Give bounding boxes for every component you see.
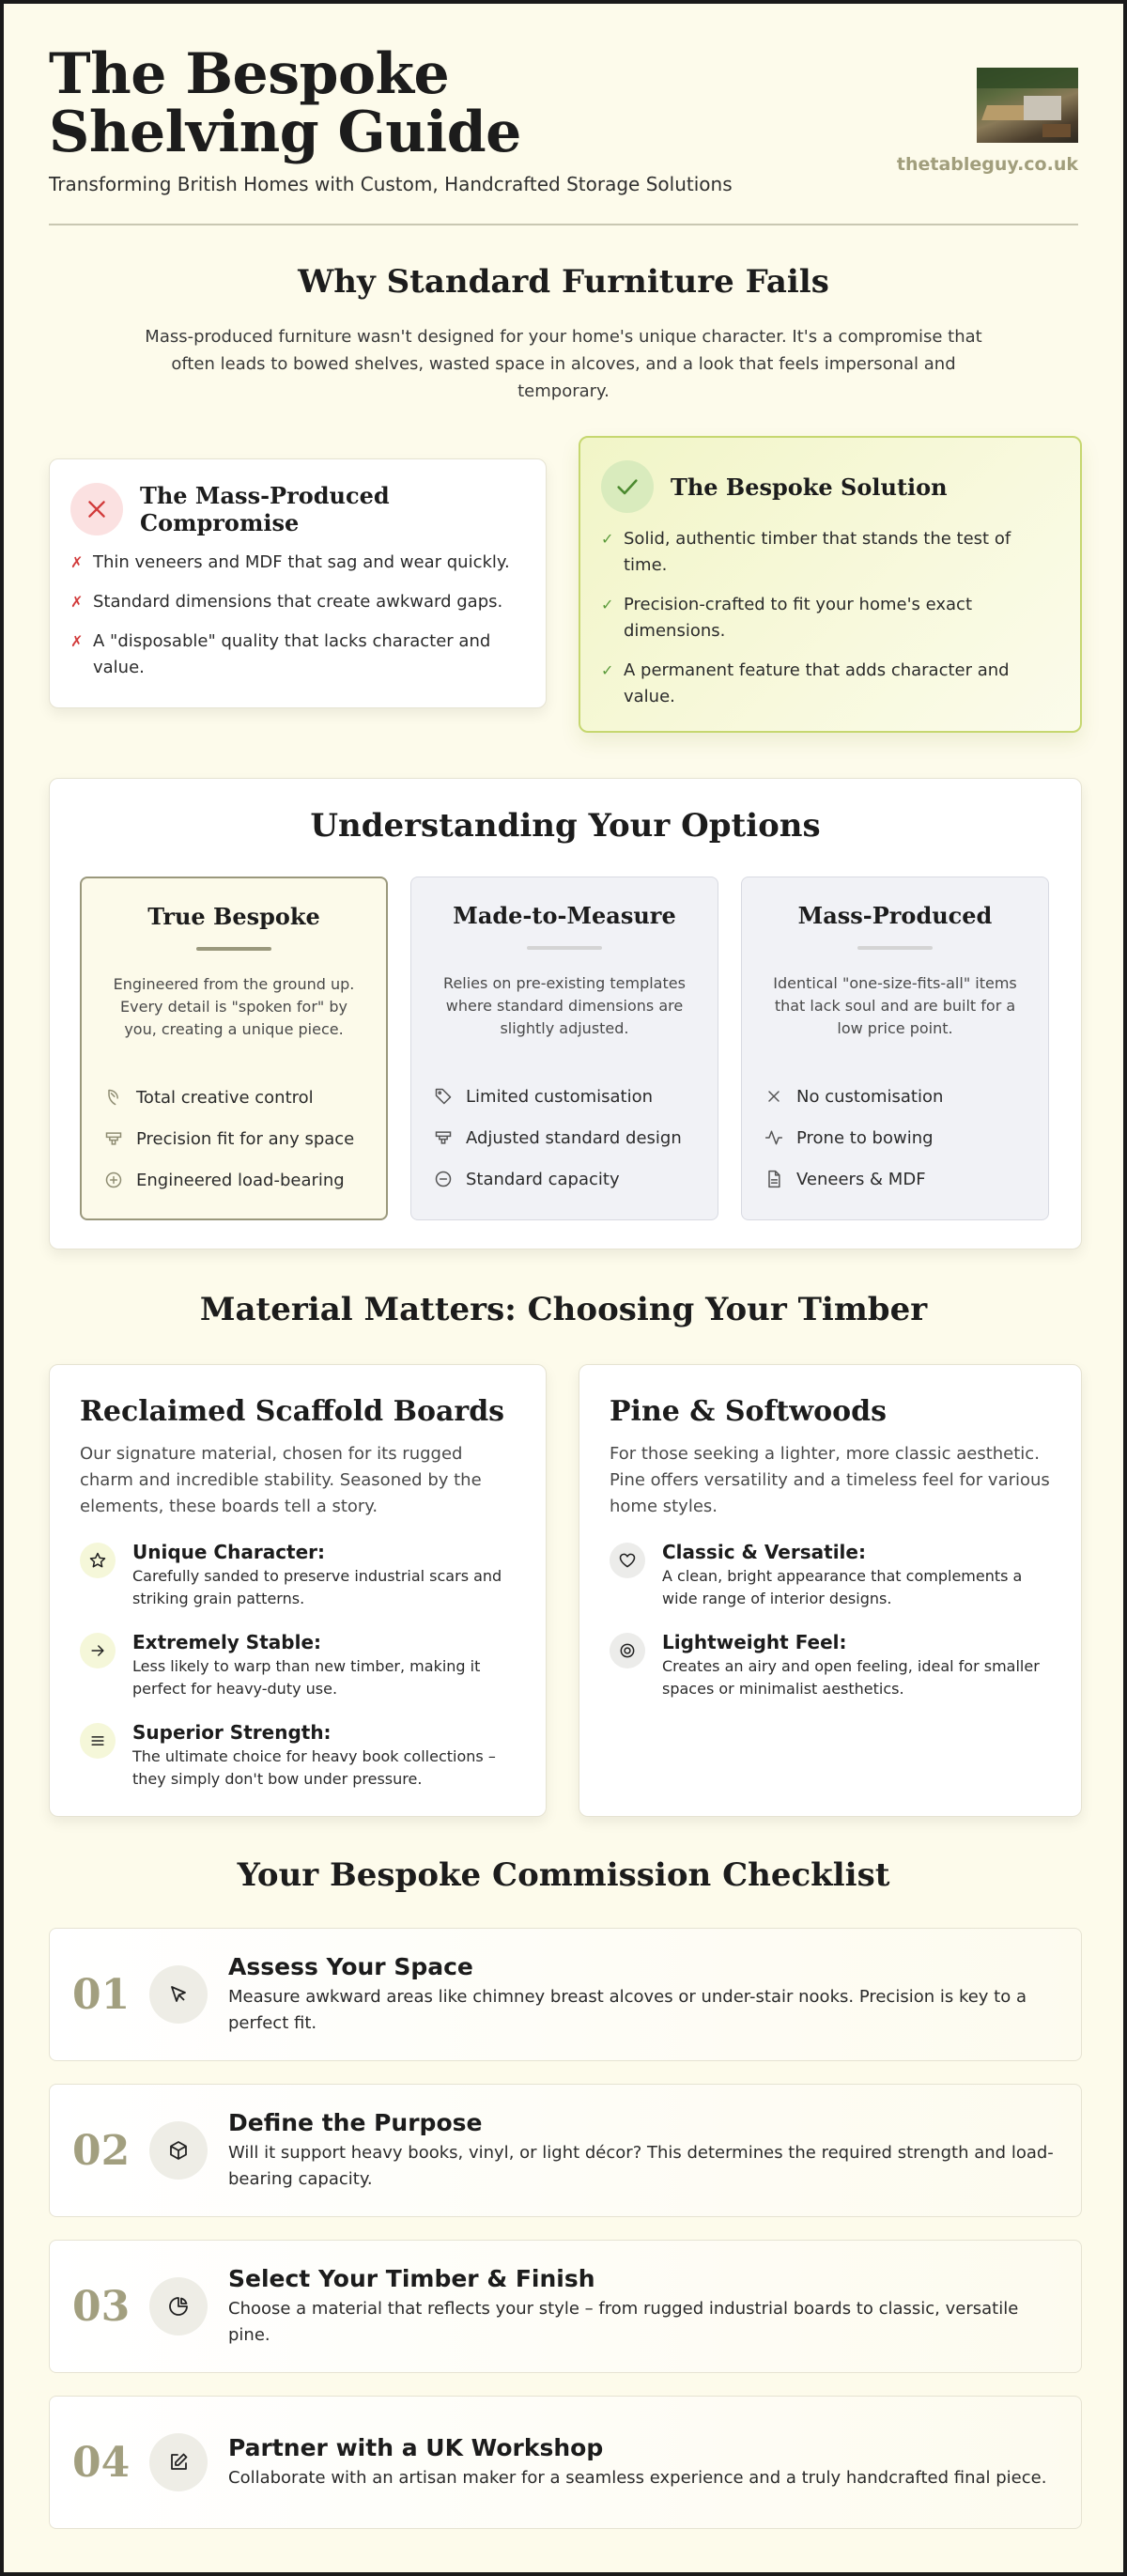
heart-icon [610, 1543, 645, 1578]
material-desc: For those seeking a lighter, more classic aesthetic. Pine offers versatility and a timeless feel for various home styles. [610, 1444, 1050, 1516]
checklist-step [49, 2240, 1082, 2373]
header-divider [49, 224, 1078, 225]
material-feature: Lightweight Feel: Creates an airy and open feeling, ideal for smaller spaces or minimalist aesthetics. [610, 1631, 1051, 1700]
checklist-step [49, 2396, 1082, 2529]
star-icon [80, 1543, 116, 1578]
option-made-to-measure [410, 877, 718, 1220]
material-name: Pine & Softwoods [610, 1395, 887, 1428]
material-feature: Extremely Stable: Less likely to warp than new timber, making it perfect for heavy-duty use. [80, 1631, 516, 1700]
minus-circle-icon [434, 1170, 453, 1188]
check-icon [601, 460, 654, 513]
list-item: Adjusted standard design [434, 1117, 695, 1158]
tag-icon [434, 1087, 453, 1106]
list-item: Precision fit for any space [104, 1118, 363, 1159]
box-icon [149, 2121, 208, 2180]
list-item: ✗ Standard dimensions that create awkward gaps. [70, 589, 525, 615]
checklist-step [49, 1928, 1082, 2061]
step-title: Define the Purpose [228, 2108, 483, 2136]
why-intro: Mass-produced furniture wasn't designed for your home's unique character. It's a compromise that often leads to bowed shelves, wasted space in alcoves, and a look that feels impersonal and temporary. [145, 327, 982, 401]
step-text: Will it support heavy books, vinyl, or light décor? This determines the required strength and load-bearing capacity. [228, 2142, 1054, 2189]
list-item: ✓ A permanent feature that adds character and value. [601, 658, 1059, 710]
material-feature: Unique Character: Carefully sanded to preserve industrial scars and striking grain patterns. [80, 1541, 516, 1610]
step-text: Measure awkward areas like chimney breast alcoves or under-stair nooks. Precision is key to a perfect fit. [228, 1986, 1027, 2033]
list-item: Veneers & MDF [764, 1158, 1026, 1200]
option-name: Made-to-Measure [453, 902, 676, 929]
arrow-right-icon [80, 1633, 116, 1668]
materials-section-title: Material Matters: Choosing Your Timber [199, 1291, 928, 1328]
page-header [4, 4, 1123, 225]
list-item: ✗ A "disposable" quality that lacks character and value. [70, 628, 525, 681]
list-item: ✓ Solid, authentic timber that stands the test of time. [601, 526, 1059, 579]
material-feature: Superior Strength: The ultimate choice for heavy book collections – they simply don't bow under pressure. [80, 1721, 516, 1791]
target-icon [610, 1633, 645, 1668]
material-name: Reclaimed Scaffold Boards [80, 1395, 505, 1428]
step-text: Collaborate with an artisan maker for a seamless experience and a truly handcrafted final piece. [228, 2467, 1047, 2488]
x-icon [764, 1087, 783, 1106]
why-section-title: Why Standard Furniture Fails [298, 263, 829, 301]
option-name: Mass-Produced [797, 902, 993, 929]
option-desc: Relies on pre-existing templates where standard dimensions are slightly adjusted. [443, 974, 686, 1037]
ruler-icon [434, 1128, 453, 1147]
bespoke-solution-card [579, 436, 1082, 733]
site-link[interactable]: thetableguy.co.uk [896, 154, 1078, 175]
material-desc: Our signature material, chosen for its rugged charm and incredible stability. Seasoned by the elements, these boards tell a story. [80, 1444, 482, 1516]
cursor-icon [149, 1965, 208, 2024]
list-item: ✓ Precision-crafted to fit your home's exact dimensions. [601, 592, 1059, 644]
list-item: Total creative control [104, 1077, 363, 1118]
checkmark-icon: ✓ [601, 596, 614, 613]
cross-icon: ✗ [70, 593, 84, 611]
step-title: Partner with a UK Workshop [228, 2433, 604, 2461]
activity-icon [764, 1128, 783, 1147]
pie-chart-icon [149, 2277, 208, 2335]
bespoke-card-title: The Bespoke Solution [671, 473, 948, 501]
material-feature: Classic & Versatile: A clean, bright appearance that complements a wide range of interior designs. [610, 1541, 1051, 1610]
page-title: The Bespoke Shelving Guide [49, 41, 521, 165]
step-number: 01 [72, 1970, 131, 2019]
edit-icon [149, 2433, 208, 2491]
mass-card-title: The Mass-Produced Compromise [140, 482, 390, 536]
options-section [49, 778, 1082, 1249]
checkmark-icon: ✓ [601, 530, 614, 548]
feather-icon [104, 1088, 123, 1107]
checklist-step [49, 2084, 1082, 2217]
step-number: 04 [72, 2438, 131, 2487]
options-section-title: Understanding Your Options [310, 807, 821, 845]
scaffold-boards-card [49, 1364, 547, 1817]
option-desc: Engineered from the ground up. Every detail is "spoken for" by you, creating a unique piece. [113, 975, 355, 1038]
list-item: Engineered load-bearing [104, 1159, 363, 1201]
plus-circle-icon [104, 1171, 123, 1189]
step-text: Choose a material that reflects your style – from rugged industrial boards to classic, versatile pine. [228, 2298, 1019, 2345]
option-desc: Identical "one-size-fits-all" items that lack soul and are built for a low price point. [773, 974, 1017, 1037]
option-mass-produced [741, 877, 1049, 1220]
option-name: True Bespoke [147, 903, 320, 930]
step-title: Assess Your Space [228, 1952, 473, 1980]
step-number: 02 [72, 2126, 131, 2175]
list-item: Standard capacity [434, 1158, 695, 1200]
document-icon [764, 1170, 783, 1188]
list-item: ✗ Thin veneers and MDF that sag and wear quickly. [70, 550, 525, 576]
cross-icon: ✗ [70, 632, 84, 650]
menu-icon [80, 1723, 116, 1759]
ruler-icon [104, 1129, 123, 1148]
close-icon [70, 483, 123, 535]
list-item: No customisation [764, 1076, 1026, 1117]
step-number: 03 [72, 2282, 131, 2331]
mass-produced-card [49, 458, 547, 708]
checklist-section-title: Your Bespoke Commission Checklist [237, 1856, 890, 1894]
page-subtitle: Transforming British Homes with Custom, Handcrafted Storage Solutions [49, 173, 733, 195]
list-item: Limited customisation [434, 1076, 695, 1117]
header-thumbnail-image [977, 68, 1078, 143]
cross-icon: ✗ [70, 553, 84, 571]
pine-softwoods-card [579, 1364, 1082, 1817]
checkmark-icon: ✓ [601, 661, 614, 679]
option-true-bespoke [80, 877, 388, 1220]
list-item: Prone to bowing [764, 1117, 1026, 1158]
step-title: Select Your Timber & Finish [228, 2264, 595, 2292]
